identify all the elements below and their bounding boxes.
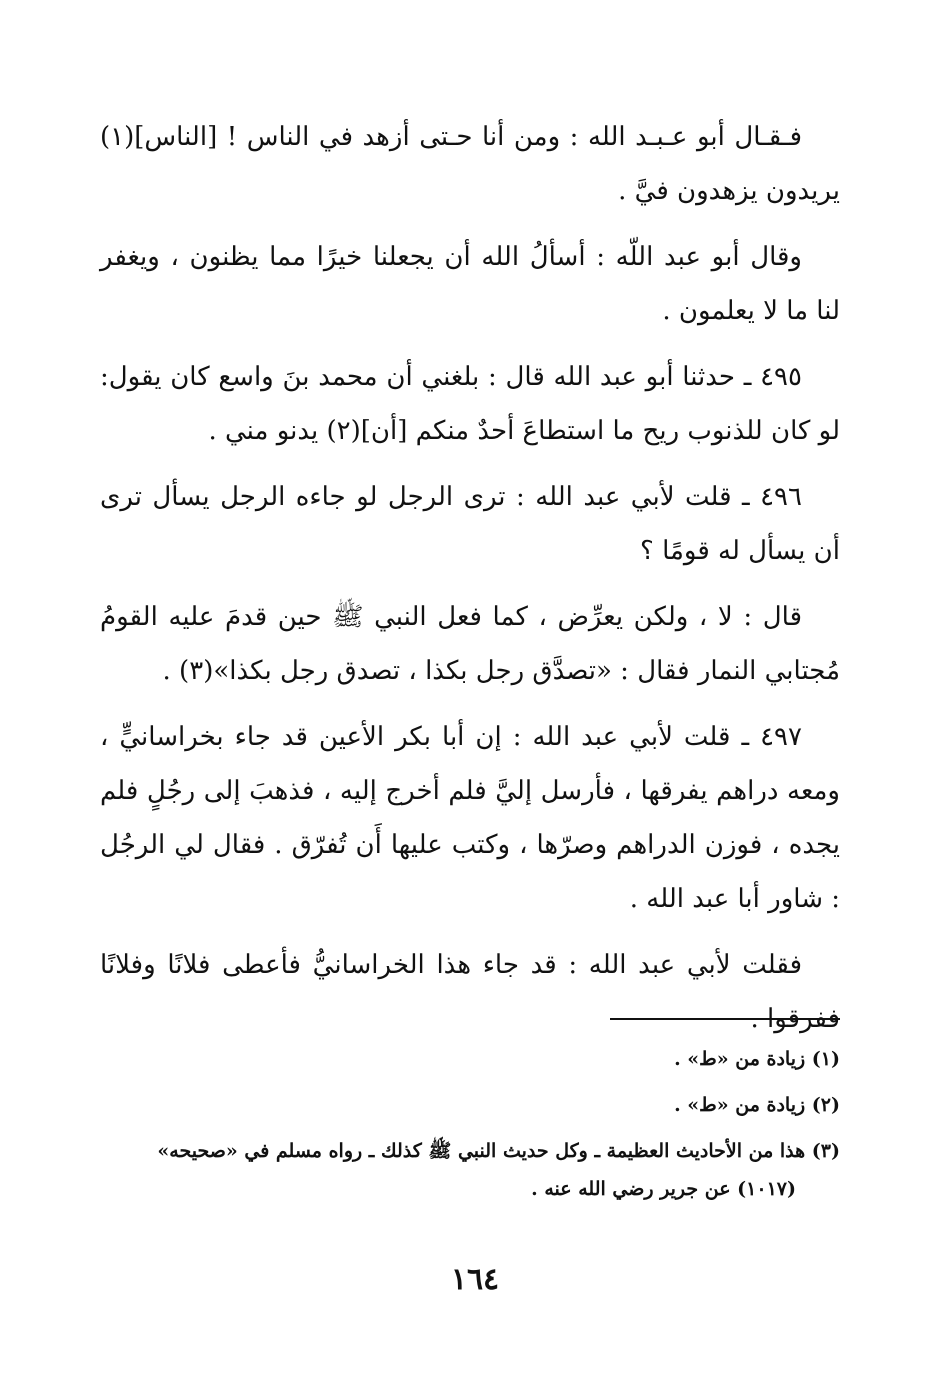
paragraph: ٤٩٥ ـ حدثنا أبو عبد الله قال : بلغني أن محمد بنَ واسع كان يقول: لو كان للذنوب ريح ما استطاعَ أحدٌ منكم [أن](٢) يدنو مني . — [100, 362, 840, 446]
page-number: ١٦٤ — [450, 1262, 500, 1297]
footnote-divider — [610, 1018, 840, 1020]
paragraph: قال : لا ، ولكن يعرِّض ، كما فعل النبي ﷺ حين قدمَ عليه القومُ مُجتابي النمار فقال : «تصدَّق رجل بكذا ، تصدق رجل بكذا»(٣) . — [100, 602, 840, 686]
footnote: (١) زيادة من «ط» . — [674, 1048, 840, 1070]
footnote: (٣) هذا من الأحاديث العظيمة ـ وكل حديث النبي ﷺ كذلك ـ رواه مسلم في «صحيحه» — [157, 1140, 840, 1162]
paragraph: وقال أبو عبد اللّه : أسألُ الله أن يجعلنا خيرًا مما يظنون ، ويغفر لنا ما لا يعلمون . — [100, 242, 840, 326]
footnote-continuation: (١٠١٧) عن جرير رضي الله عنه . — [531, 1178, 796, 1200]
footnote: (٢) زيادة من «ط» . — [674, 1094, 840, 1116]
paragraph: ٤٩٧ ـ قلت لأبي عبد الله : إن أبا بكر الأعين قد جاء بخراسانيٍّ ، ومعه دراهم يفرقها ، فأرسل إليَّ فلم أخرج إليه ، فذهبَ إلى رجُلٍ فلم يجده ، فوزن الدراهم وصرّها ، وكتب عليها أَن تُفرّق . فقال لي الرجُل : شاور أبا عبد الله . — [100, 722, 840, 914]
paragraph: فقلت لأبي عبد الله : قد جاء هذا الخراسانيُّ فأعطى فلانًا وفلانًا ففرقوا . — [100, 950, 840, 1034]
paragraph: فـقـال أبو عـبـد الله : ومن أنا حـتى أزهد في الناس ! [الناس](١) يريدون يزهدون فيَّ . — [100, 122, 840, 206]
paragraph: ٤٩٦ ـ قلت لأبي عبد الله : ترى الرجل لو جاءه الرجل يسأل ترى أن يسأل له قومًا ؟ — [100, 482, 840, 566]
main-text — [100, 110, 840, 1058]
footnotes — [100, 1040, 840, 1208]
